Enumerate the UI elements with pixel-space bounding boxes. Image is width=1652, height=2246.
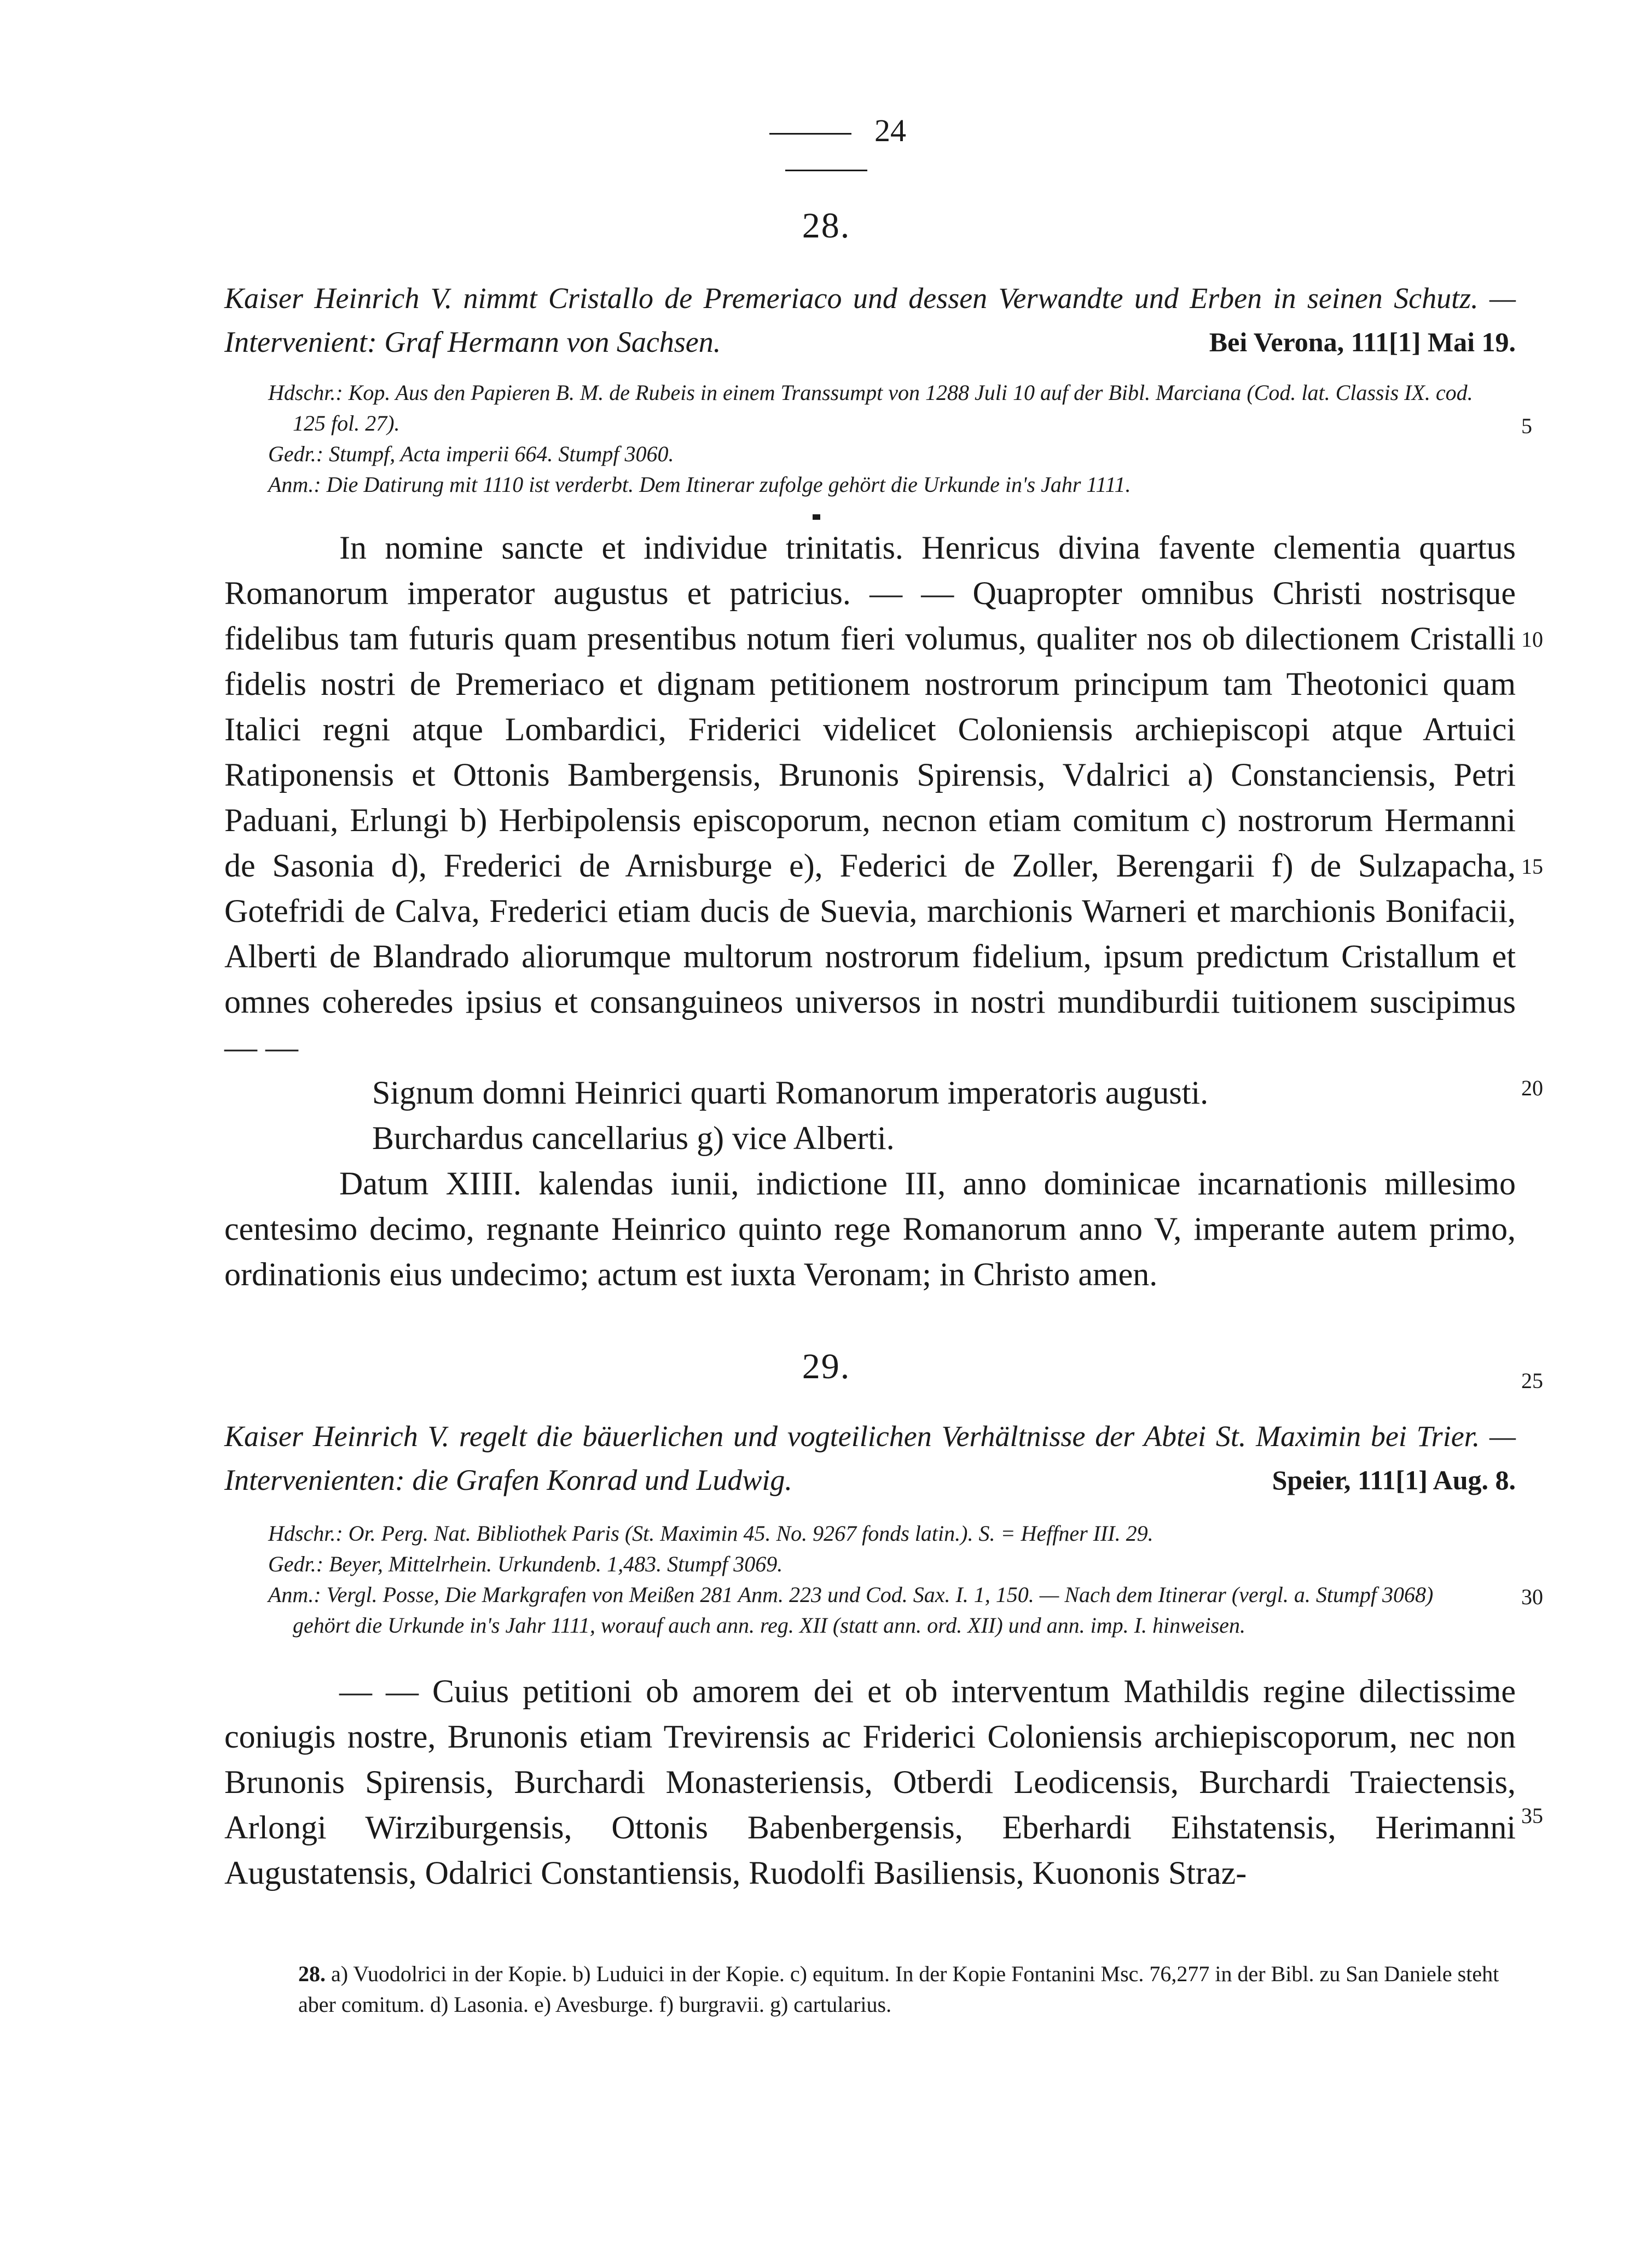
regest-29-date: Speier, 111[1] Aug. 8. [1272, 1465, 1516, 1495]
apparatus-28-anm: Anm.: Die Datirung mit 1110 ist verderbt. Dem Itinerar zufolge gehört die Urkunde in's Jahr 1111. [268, 472, 1131, 497]
text-28-datum: Datum XIIII. kalendas iunii, indictione III, anno dominicae incarnationis millesimo centesimo decimo, regnante Heinrico quinto rege Romanorum anno V, imperante autem primo, ordinationis eius undecimo; actum est iuxta Veronam; in Christo amen. [224, 1165, 1516, 1292]
page-number [711, 112, 941, 185]
apparatus-29-hdschr: Hdschr.: Or. Perg. Nat. Bibliothek Paris (St. Maximin 45. No. 9267 fonds latin.). S. = Heffner III. 29. [268, 1521, 1153, 1546]
apparatus-28 [268, 378, 1494, 500]
line-number: 25 [1521, 1368, 1543, 1393]
apparatus-29 [268, 1518, 1494, 1641]
text-29-main: — — Cuius petitioni ob amorem dei et ob interventum Mathildis regine dilectissime coniugis nostre, Brunonis etiam Trevirensis ac Friderici Coloniensis archiepiscoporum, nec non Brunonis Spirensis, Burchardi Monasteriensis, Otberdi Leodicensis, Burchardi Traiectensis, Arlongi Wirziburgensis, Ottonis Babenbergensis, Eberhardi Eihstatensis, Herimanni Augustatensis, Odalrici Constantiensis, Ruodolfi Basiliensis, Kuononis Straz- [224, 1673, 1516, 1891]
line-number: 5 [1521, 414, 1532, 438]
apparatus-28-gedr: Gedr.: Stumpf, Acta imperii 664. Stumpf 3060. [268, 442, 674, 466]
apparatus-29-anm: Anm.: Vergl. Posse, Die Markgrafen von Meißen 281 Anm. 223 und Cod. Sax. I. 1, 150. — Nach dem Itinerar (vergl. a. Stumpf 3068) gehört die Urkunde in's Jahr 1111, worauf auch ann. reg. XII (statt ann. ord. XII) und ann. imp. I. hinweisen. [268, 1582, 1434, 1638]
footnotes-text: a) Vuodolrici in der Kopie. b) Luduici in der Kopie. c) equitum. In der Kopie Fontanini Msc. 76,277 in der Bibl. zu San Daniele steht aber comitum. d) Lasonia. e) Avesburge. f) burgravii. g) cartularius. [298, 1961, 1499, 2017]
page-number-rule-right [785, 170, 867, 171]
line-number: 20 [1521, 1076, 1543, 1100]
footnotes [298, 1959, 1518, 2020]
text-29 [224, 1669, 1516, 1896]
page-number-rule-left [769, 133, 851, 135]
document-number-28: 28. [802, 206, 851, 246]
text-28-cancellarius: Burchardus cancellarius g) vice Alberti. [372, 1120, 895, 1156]
line-number: 35 [1521, 1803, 1543, 1828]
page-number-text: 24 [874, 113, 906, 148]
apparatus-29-gedr: Gedr.: Beyer, Mittelrhein. Urkundenb. 1,483. Stumpf 3069. [268, 1552, 783, 1576]
line-number: 10 [1521, 627, 1543, 652]
text-28 [224, 525, 1516, 1297]
regest-28-text: Kaiser Heinrich V. nimmt Cristallo de Premeriaco und dessen Verwandte und Erben in seinen Schutz. — Intervenient: Graf Hermann von Sachsen. [224, 282, 1516, 358]
apparatus-28-hdschr: Hdschr.: Kop. Aus den Papieren B. M. de Rubeis in einem Transsumpt von 1288 Juli 10 auf der Bibl. Marciana (Cod. lat. Classis IX. cod. 125 fol. 27). [268, 380, 1473, 436]
line-number: 15 [1521, 854, 1543, 879]
text-28-signum: Signum domni Heinrici quarti Romanorum imperatoris augusti. [372, 1075, 1209, 1111]
text-28-main: In nomine sancte et individue trinitatis. Henricus divina favente clementia quartus Romanorum imperator augustus et patricius. — — Quapropter omnibus Christi nostrisque fidelibus tam futuris quam presentibus notum fieri volumus, qualiter nos ob dilectionem Cristalli fidelis nostri de Premeriaco et dignam petitionem nostrorum principum tam Theotonici quam Italici regni atque Lombardici, Friderici videlicet Coloniensis archiepiscopi atque Artuici Ratiponensis et Ottonis Bambergensis, Brunonis Spirensis, Vdalrici a) Constanciensis, Petri Paduani, Erlungi b) Herbipolensis episcoporum, necnon etiam comitum c) nostrorum Hermanni de Sasonia d), Frederici de Arnisburge e), Federici de Zoller, Berengarii f) de Sulzapacha, Gotefridi de Calva, Frederici etiam ducis de Suevia, marchionis Warneri et marchionis Bonifacii, Alberti de Blandrado aliorumque multorum nostrorum fidelium, ipsum predictum Cristallum et omnes coheredes ipsius et consanguineos universos in nostri mundiburdii tuitionem suscipimus — — [224, 530, 1516, 1065]
document-number-29: 29. [802, 1347, 851, 1386]
line-number: 30 [1521, 1585, 1543, 1609]
regest-29-text: Kaiser Heinrich V. regelt die bäuerlichen und vogteilichen Verhältnisse der Abtei St. Maximin bei Trier. — Intervenienten: die Grafen Konrad und Ludwig. [224, 1420, 1516, 1496]
regest-29 [224, 1414, 1516, 1502]
regest-28 [224, 276, 1516, 364]
footnotes-ref: 28. [298, 1961, 326, 1986]
decorative-mark [813, 514, 820, 520]
regest-28-date: Bei Verona, 111[1] Mai 19. [1209, 327, 1516, 357]
